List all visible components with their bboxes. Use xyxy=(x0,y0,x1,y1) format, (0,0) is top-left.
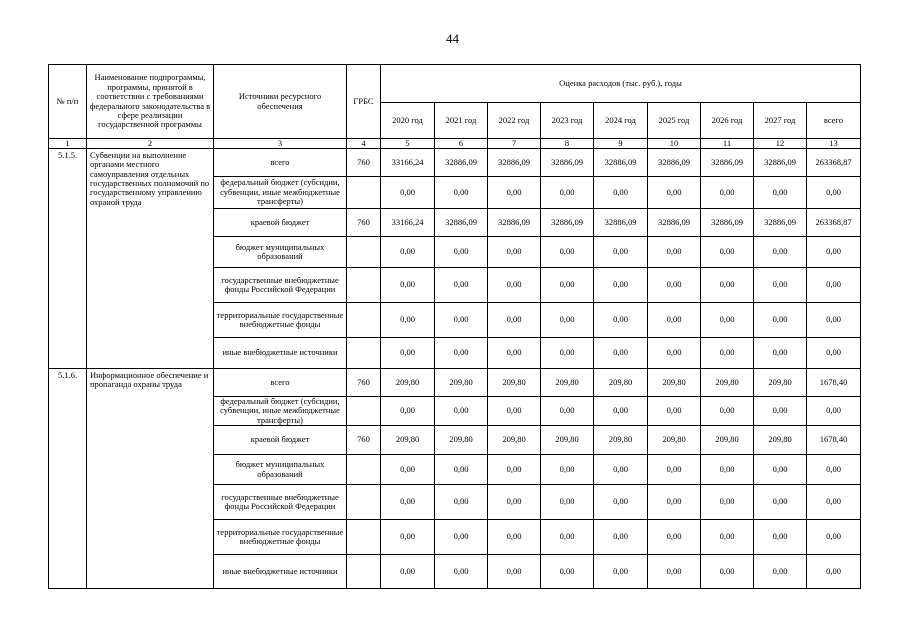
year-value: 0,00 xyxy=(754,455,807,485)
year-value: 0,00 xyxy=(435,338,488,369)
year-value: 209,80 xyxy=(435,369,488,397)
year-value: 0,00 xyxy=(488,268,541,303)
expense-table xyxy=(48,64,861,589)
year-value: 209,80 xyxy=(488,369,541,397)
year-value: 209,80 xyxy=(381,426,435,455)
year-value: 0,00 xyxy=(594,397,648,426)
year-value: 0,00 xyxy=(541,520,594,555)
year-value: 209,80 xyxy=(701,369,754,397)
year-value: 0,00 xyxy=(701,555,754,589)
year-value: 0,00 xyxy=(435,397,488,426)
year-header: 2024 год xyxy=(594,103,648,139)
year-value: 0,00 xyxy=(648,455,701,485)
year-value: 0,00 xyxy=(754,338,807,369)
year-value: 209,80 xyxy=(488,426,541,455)
year-value: 0,00 xyxy=(754,268,807,303)
total-value: 263368,87 xyxy=(807,209,861,237)
total-value: 0,00 xyxy=(807,177,861,209)
funding-source: бюджет муниципальных образований xyxy=(214,455,347,485)
grbs-code xyxy=(347,237,381,268)
grbs-code xyxy=(347,338,381,369)
year-value: 0,00 xyxy=(648,338,701,369)
year-value: 0,00 xyxy=(648,397,701,426)
year-value: 0,00 xyxy=(381,338,435,369)
grbs-code xyxy=(347,455,381,485)
grbs-code xyxy=(347,268,381,303)
year-value: 0,00 xyxy=(594,177,648,209)
year-value: 0,00 xyxy=(488,303,541,338)
section-name: Информационное обеспечение и пропаганда охраны труда xyxy=(87,369,214,589)
column-number: 13 xyxy=(807,139,861,149)
year-value: 0,00 xyxy=(381,520,435,555)
year-value: 0,00 xyxy=(541,485,594,520)
year-value: 0,00 xyxy=(754,520,807,555)
year-value: 209,80 xyxy=(754,369,807,397)
year-value: 0,00 xyxy=(488,485,541,520)
year-value: 32886,09 xyxy=(701,149,754,177)
section-number: 5.1.6. xyxy=(49,369,87,589)
grbs-code xyxy=(347,177,381,209)
funding-source: территориальные государственные внебюджетные фонды xyxy=(214,303,347,338)
year-value: 0,00 xyxy=(488,177,541,209)
section-number: 5.1.5. xyxy=(49,149,87,369)
column-numbers-row xyxy=(49,139,861,149)
year-header: 2020 год xyxy=(381,103,435,139)
grbs-code xyxy=(347,303,381,338)
year-value: 209,80 xyxy=(541,369,594,397)
grbs-code: 760 xyxy=(347,209,381,237)
total-value: 0,00 xyxy=(807,237,861,268)
funding-source: краевой бюджет xyxy=(214,426,347,455)
year-value: 0,00 xyxy=(648,268,701,303)
column-number: 5 xyxy=(381,139,435,149)
year-value: 0,00 xyxy=(541,268,594,303)
year-value: 0,00 xyxy=(435,237,488,268)
header-source: Источники ресурсного обеспечения xyxy=(214,65,347,139)
funding-source: краевой бюджет xyxy=(214,209,347,237)
year-value: 0,00 xyxy=(594,237,648,268)
year-value: 0,00 xyxy=(701,397,754,426)
year-value: 0,00 xyxy=(648,303,701,338)
year-value: 0,00 xyxy=(435,520,488,555)
column-number: 12 xyxy=(754,139,807,149)
page-number: 44 xyxy=(446,31,459,46)
total-value: 263368,87 xyxy=(807,149,861,177)
year-value: 0,00 xyxy=(381,303,435,338)
funding-source: территориальные государственные внебюджетные фонды xyxy=(214,520,347,555)
year-value: 0,00 xyxy=(541,338,594,369)
column-number: 3 xyxy=(214,139,347,149)
year-value: 0,00 xyxy=(541,455,594,485)
year-value: 0,00 xyxy=(435,268,488,303)
grbs-code: 760 xyxy=(347,149,381,177)
year-value: 32886,09 xyxy=(594,149,648,177)
year-value: 0,00 xyxy=(648,485,701,520)
funding-source: всего xyxy=(214,149,347,177)
year-value: 33166,24 xyxy=(381,209,435,237)
year-value: 209,80 xyxy=(381,369,435,397)
year-value: 32886,09 xyxy=(648,149,701,177)
year-value: 0,00 xyxy=(701,520,754,555)
year-value: 0,00 xyxy=(381,485,435,520)
year-value: 32886,09 xyxy=(435,149,488,177)
year-value: 0,00 xyxy=(381,177,435,209)
year-value: 0,00 xyxy=(648,177,701,209)
year-value: 0,00 xyxy=(754,397,807,426)
year-value: 32886,09 xyxy=(594,209,648,237)
column-number: 9 xyxy=(594,139,648,149)
year-value: 0,00 xyxy=(381,268,435,303)
year-value: 0,00 xyxy=(594,338,648,369)
year-value: 0,00 xyxy=(701,237,754,268)
funding-source: иные внебюджетные источники xyxy=(214,555,347,589)
grbs-code xyxy=(347,485,381,520)
table-row xyxy=(49,149,861,177)
year-value: 0,00 xyxy=(435,485,488,520)
header-grbs: ГРБС xyxy=(347,65,381,139)
year-value: 0,00 xyxy=(381,397,435,426)
total-value: 0,00 xyxy=(807,455,861,485)
year-value: 209,80 xyxy=(754,426,807,455)
year-value: 32886,09 xyxy=(754,149,807,177)
year-value: 32886,09 xyxy=(488,209,541,237)
total-value: 0,00 xyxy=(807,485,861,520)
year-value: 0,00 xyxy=(594,268,648,303)
year-value: 0,00 xyxy=(488,397,541,426)
year-value: 0,00 xyxy=(594,520,648,555)
funding-source: всего xyxy=(214,369,347,397)
year-value: 0,00 xyxy=(648,237,701,268)
year-value: 0,00 xyxy=(435,177,488,209)
year-value: 0,00 xyxy=(488,520,541,555)
year-value: 0,00 xyxy=(594,303,648,338)
year-value: 32886,09 xyxy=(488,149,541,177)
year-value: 0,00 xyxy=(594,555,648,589)
year-value: 0,00 xyxy=(648,520,701,555)
year-value: 209,80 xyxy=(594,426,648,455)
year-header: 2022 год xyxy=(488,103,541,139)
year-value: 32886,09 xyxy=(648,209,701,237)
year-value: 209,80 xyxy=(648,369,701,397)
total-header: всего xyxy=(807,103,861,139)
header-name: Наименование подпрограммы, программы, принятой в соответствии с требованиями федерального законодательства в сфере реализации государственной программы xyxy=(87,65,214,139)
funding-source: бюджет муниципальных образований xyxy=(214,237,347,268)
year-value: 0,00 xyxy=(754,177,807,209)
funding-source: федеральный бюджет (субсидии, субвенции, иные межбюджетные трансферты) xyxy=(214,397,347,426)
column-number: 1 xyxy=(49,139,87,149)
year-value: 0,00 xyxy=(701,485,754,520)
funding-source: федеральный бюджет (субсидии, субвенции, иные межбюджетные трансферты) xyxy=(214,177,347,209)
year-value: 0,00 xyxy=(754,485,807,520)
year-value: 0,00 xyxy=(541,397,594,426)
year-value: 0,00 xyxy=(754,555,807,589)
total-value: 1678,40 xyxy=(807,426,861,455)
year-value: 209,80 xyxy=(701,426,754,455)
year-value: 0,00 xyxy=(701,455,754,485)
year-value: 0,00 xyxy=(488,338,541,369)
year-value: 0,00 xyxy=(435,455,488,485)
funding-source: иные внебюджетные источники xyxy=(214,338,347,369)
header-estimate: Оценка расходов (тыс. руб.), годы xyxy=(381,65,861,103)
column-number: 8 xyxy=(541,139,594,149)
year-value: 32886,09 xyxy=(435,209,488,237)
year-value: 0,00 xyxy=(541,177,594,209)
total-value: 0,00 xyxy=(807,520,861,555)
year-header: 2027 год xyxy=(754,103,807,139)
year-value: 32886,09 xyxy=(701,209,754,237)
column-number: 10 xyxy=(648,139,701,149)
column-number: 6 xyxy=(435,139,488,149)
funding-source: государственные внебюджетные фонды Российской Федерации xyxy=(214,268,347,303)
total-value: 0,00 xyxy=(807,338,861,369)
funding-source: государственные внебюджетные фонды Российской Федерации xyxy=(214,485,347,520)
year-value: 0,00 xyxy=(701,303,754,338)
column-number: 2 xyxy=(87,139,214,149)
year-value: 209,80 xyxy=(594,369,648,397)
year-header: 2021 год xyxy=(435,103,488,139)
year-value: 0,00 xyxy=(701,268,754,303)
total-value: 0,00 xyxy=(807,555,861,589)
year-value: 0,00 xyxy=(541,555,594,589)
year-value: 0,00 xyxy=(754,303,807,338)
year-value: 32886,09 xyxy=(541,209,594,237)
year-value: 32886,09 xyxy=(541,149,594,177)
header-number: № п/п xyxy=(49,65,87,139)
grbs-code xyxy=(347,520,381,555)
header-row xyxy=(49,65,861,103)
year-value: 0,00 xyxy=(594,455,648,485)
year-value: 0,00 xyxy=(381,555,435,589)
total-value: 0,00 xyxy=(807,303,861,338)
year-value: 0,00 xyxy=(701,177,754,209)
year-value: 33166,24 xyxy=(381,149,435,177)
year-value: 209,80 xyxy=(435,426,488,455)
total-value: 0,00 xyxy=(807,268,861,303)
section-name: Субвенции на выполнение органами местного самоуправления отдельных государственных полномочий по государственному управлению охраной труда xyxy=(87,149,214,369)
year-value: 0,00 xyxy=(488,237,541,268)
total-value: 1678,40 xyxy=(807,369,861,397)
year-value: 0,00 xyxy=(541,237,594,268)
year-value: 0,00 xyxy=(754,237,807,268)
grbs-code: 760 xyxy=(347,369,381,397)
year-header: 2023 год xyxy=(541,103,594,139)
total-value: 0,00 xyxy=(807,397,861,426)
year-value: 0,00 xyxy=(381,455,435,485)
year-value: 0,00 xyxy=(435,555,488,589)
year-value: 209,80 xyxy=(648,426,701,455)
column-number: 11 xyxy=(701,139,754,149)
grbs-code: 760 xyxy=(347,426,381,455)
year-value: 0,00 xyxy=(701,338,754,369)
year-value: 0,00 xyxy=(381,237,435,268)
year-value: 0,00 xyxy=(488,555,541,589)
year-value: 0,00 xyxy=(541,303,594,338)
grbs-code xyxy=(347,397,381,426)
year-value: 0,00 xyxy=(594,485,648,520)
table-row xyxy=(49,369,861,397)
grbs-code xyxy=(347,555,381,589)
column-number: 4 xyxy=(347,139,381,149)
year-value: 0,00 xyxy=(435,303,488,338)
year-value: 0,00 xyxy=(488,455,541,485)
column-number: 7 xyxy=(488,139,541,149)
year-value: 209,80 xyxy=(541,426,594,455)
year-header: 2025 год xyxy=(648,103,701,139)
year-value: 32886,09 xyxy=(754,209,807,237)
year-header: 2026 год xyxy=(701,103,754,139)
year-value: 0,00 xyxy=(648,555,701,589)
